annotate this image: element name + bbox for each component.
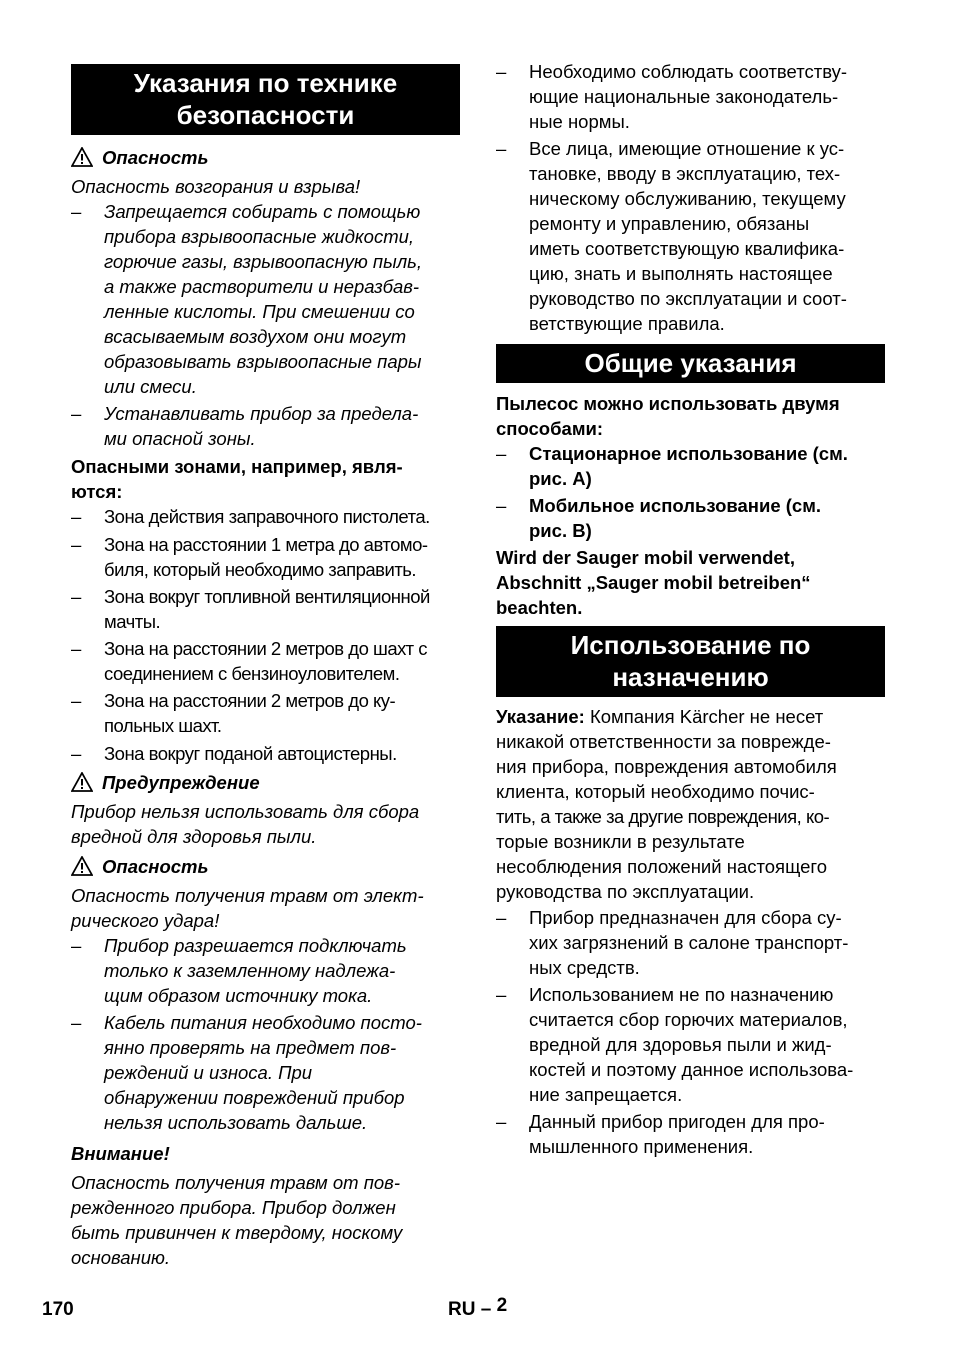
- warning-triangle-icon: [71, 856, 93, 876]
- text-line: ных средств.: [529, 957, 640, 978]
- footer-sep: –: [480, 1299, 492, 1320]
- zones-title: [71, 454, 403, 504]
- general-german-note: [496, 545, 811, 620]
- zone-item-6: [104, 741, 397, 766]
- dash: –: [71, 690, 82, 711]
- page-footer-label: [448, 1295, 508, 1321]
- text-line: способами:: [496, 418, 604, 439]
- general-heading: Общие указания: [496, 344, 885, 383]
- text-line: ющие национальные законодатель-: [529, 86, 839, 107]
- dash: –: [496, 443, 507, 464]
- text-line: прибора взрывоопасные жидкости,: [104, 226, 415, 247]
- dash: –: [496, 495, 507, 516]
- text-line: Зона на расстоянии 2 метров до ку-: [104, 690, 396, 711]
- warning-triangle-icon: [71, 147, 93, 167]
- top-item-1: [529, 59, 847, 134]
- text-line: ются:: [71, 481, 123, 502]
- text-line: биля, который необходимо заправить.: [104, 559, 417, 580]
- text-line: обнаружении повреждений прибор: [104, 1087, 405, 1108]
- text-line: тить, а также за другие повреждения, ко-: [496, 806, 830, 827]
- text-line: Wird der Sauger mobil verwendet,: [496, 547, 795, 568]
- danger1-subtitle: Опасность возгорания и взрыва!: [71, 176, 361, 197]
- text-line: костей и поэтому данное использова-: [529, 1059, 854, 1080]
- zone-item-2: [104, 532, 428, 582]
- text-line: щим образом источнику тока.: [104, 985, 373, 1006]
- text-line: Пылесос можно использовать двумя: [496, 393, 840, 414]
- dash: –: [71, 1012, 82, 1033]
- text-line: вредной для здоровья пыли.: [71, 826, 317, 847]
- text-line: хих загрязнений в салоне транспорт-: [529, 932, 849, 953]
- zone-item-1: [104, 504, 430, 529]
- dash: –: [71, 586, 82, 607]
- text-line: польных шахт.: [104, 715, 222, 736]
- usage-heading-line2: назначению: [612, 662, 769, 692]
- text-line: нельзя использовать дальше.: [104, 1112, 368, 1133]
- text-line: ветствующие правила.: [529, 313, 725, 334]
- text-line: Необходимо соблюдать соответству-: [529, 61, 848, 82]
- danger2-item-2: [104, 1010, 422, 1135]
- text-line: Зона действия заправочного пистолета.: [104, 506, 430, 527]
- text-line: Опасность получения травм от пов-: [71, 1172, 400, 1193]
- usage-item-1: [529, 905, 848, 980]
- text-line: считается сбор горючих материалов,: [529, 1009, 848, 1030]
- usage-heading: [496, 626, 885, 697]
- text-line: руководства по эксплуатации.: [496, 881, 755, 902]
- text-line: ние запрещается.: [529, 1084, 683, 1105]
- text-line: ремонту и управлению, обязаны: [529, 213, 810, 234]
- text-line: Использованием не по назначению: [529, 984, 834, 1005]
- text-line: Зона на расстоянии 1 метра до автомо-: [104, 534, 428, 555]
- footer-lang: RU: [448, 1299, 476, 1320]
- danger1-item-2: [104, 401, 418, 451]
- usage-heading-line1: Использование по: [570, 630, 811, 660]
- safety-heading-line1: Указания по технике: [133, 68, 398, 98]
- text-line: мышленного применения.: [529, 1136, 754, 1157]
- dash: –: [496, 138, 507, 159]
- dash: –: [71, 201, 82, 222]
- danger-label-text-1: Опасность: [102, 147, 209, 168]
- text-line: никакой ответственности за поврежде-: [496, 731, 831, 752]
- text-line: образовывать взрывоопасные пары: [104, 351, 422, 372]
- warning-label: [71, 770, 260, 795]
- dash: –: [71, 935, 82, 956]
- text-line: вредной для здоровья пыли и жид-: [529, 1034, 832, 1055]
- attention-text: [71, 1170, 402, 1270]
- text-line: Кабель питания необходимо посто-: [104, 1012, 422, 1033]
- text-line: а также растворители и неразбав-: [104, 276, 420, 297]
- warning-label-text: Предупреждение: [102, 772, 260, 793]
- text-line: горючие газы, взрывоопасную пыль,: [104, 251, 423, 272]
- text-line: Прибор нельзя использовать для сбора: [71, 801, 420, 822]
- text-line: ническому обслуживанию, текущему: [529, 188, 846, 209]
- text-line: торые возникли в результате: [496, 831, 745, 852]
- danger2-subtitle: [71, 883, 424, 933]
- dash: –: [496, 1111, 507, 1132]
- note-label: Указание:: [496, 706, 585, 727]
- text-line: Зона на расстоянии 2 метров до шахт с: [104, 638, 428, 659]
- page-number: 170: [42, 1299, 74, 1320]
- text-line: ные нормы.: [529, 111, 630, 132]
- text-line: режденного прибора. Прибор должен: [71, 1197, 396, 1218]
- text-line: рис. A): [529, 468, 592, 489]
- text-line: всасываемым воздухом они могут: [104, 326, 407, 347]
- text-line: основанию.: [71, 1247, 171, 1268]
- dash: –: [71, 638, 82, 659]
- text-line: цию, знать и выполнять настоящее: [529, 263, 833, 284]
- zone-item-3: [104, 584, 430, 634]
- text-line: Все лица, имеющие отношение к ус-: [529, 138, 845, 159]
- text-line: Прибор предназначен для сбора су-: [529, 907, 842, 928]
- text-line: или смеси.: [104, 376, 197, 397]
- general-intro: [496, 391, 840, 441]
- text-line: только к заземленному надлежа-: [104, 960, 396, 981]
- usage-item-3: [529, 1109, 825, 1159]
- general-item-2: [529, 493, 821, 543]
- text-line: руководство по эксплуатации и соот-: [529, 288, 847, 309]
- danger-label-1: [71, 145, 208, 170]
- danger2-item-1: [104, 933, 407, 1008]
- zone-item-4: [104, 636, 427, 686]
- safety-heading-line2: безопасности: [176, 100, 355, 130]
- text-line: Мобильное использование (см.: [529, 495, 822, 516]
- text-line: Зона вокруг поданой автоцистерны.: [104, 743, 397, 764]
- text-line: Зона вокруг топливной вентиляционной: [104, 586, 430, 607]
- dash: –: [496, 907, 507, 928]
- text-line: Опасными зонами, например, явля-: [71, 456, 403, 477]
- text-line: тановке, вводу в эксплуатацию, тех-: [529, 163, 841, 184]
- text-line: ленные кислоты. При смешении со: [104, 301, 415, 322]
- usage-note: [496, 704, 837, 904]
- general-item-1: [529, 441, 848, 491]
- text-line: быть привинчен к твердому, носкому: [71, 1222, 403, 1243]
- usage-item-2: [529, 982, 853, 1107]
- danger1-item-1: [104, 199, 422, 399]
- dash: –: [496, 984, 507, 1005]
- text-line: ми опасной зоны.: [104, 428, 256, 449]
- warning-triangle-icon: [71, 772, 93, 792]
- text-line: рического удара!: [71, 910, 220, 931]
- note-first-text: Компания Kärcher не несет: [584, 706, 824, 727]
- text-line: янно проверять на предмет пов-: [104, 1037, 397, 1058]
- text-line: клиента, который необходимо почис-: [496, 781, 815, 802]
- text-line: Данный прибор пригоден для про-: [529, 1111, 825, 1132]
- dash: –: [71, 534, 82, 555]
- text-line: ния прибора, повреждения автомобиля: [496, 756, 837, 777]
- attention-label: Внимание!: [71, 1143, 170, 1164]
- text-line: реждений и износа. При: [104, 1062, 313, 1083]
- danger-label-2: [71, 854, 208, 879]
- usage-note-first-line: [496, 704, 837, 729]
- text-line: Устанавливать прибор за предела-: [104, 403, 419, 424]
- text-line: мачты.: [104, 611, 161, 632]
- footer-num: 2: [496, 1295, 508, 1316]
- text-line: Прибор разрешается подключать: [104, 935, 407, 956]
- text-line: beachten.: [496, 597, 583, 618]
- dash: –: [496, 61, 507, 82]
- text-line: рис. B): [529, 520, 592, 541]
- text-line: Запрещается собирать с помощью: [104, 201, 421, 222]
- text-line: Abschnitt „Sauger mobil betreiben“: [496, 572, 811, 593]
- dash: –: [71, 506, 82, 527]
- dash: –: [71, 403, 82, 424]
- dash: –: [71, 743, 82, 764]
- text-line: Стационарное использование (см.: [529, 443, 848, 464]
- danger-label-text-2: Опасность: [102, 856, 209, 877]
- safety-heading: [71, 64, 460, 135]
- top-item-2: [529, 136, 847, 336]
- zone-item-5: [104, 688, 395, 738]
- text-line: несоблюдения положений настоящего: [496, 856, 828, 877]
- text-line: Опасность получения травм от элект-: [71, 885, 424, 906]
- text-line: соединением с бензиноуловителем.: [104, 663, 400, 684]
- warning-text: [71, 799, 419, 849]
- text-line: иметь соответствующую квалифика-: [529, 238, 845, 259]
